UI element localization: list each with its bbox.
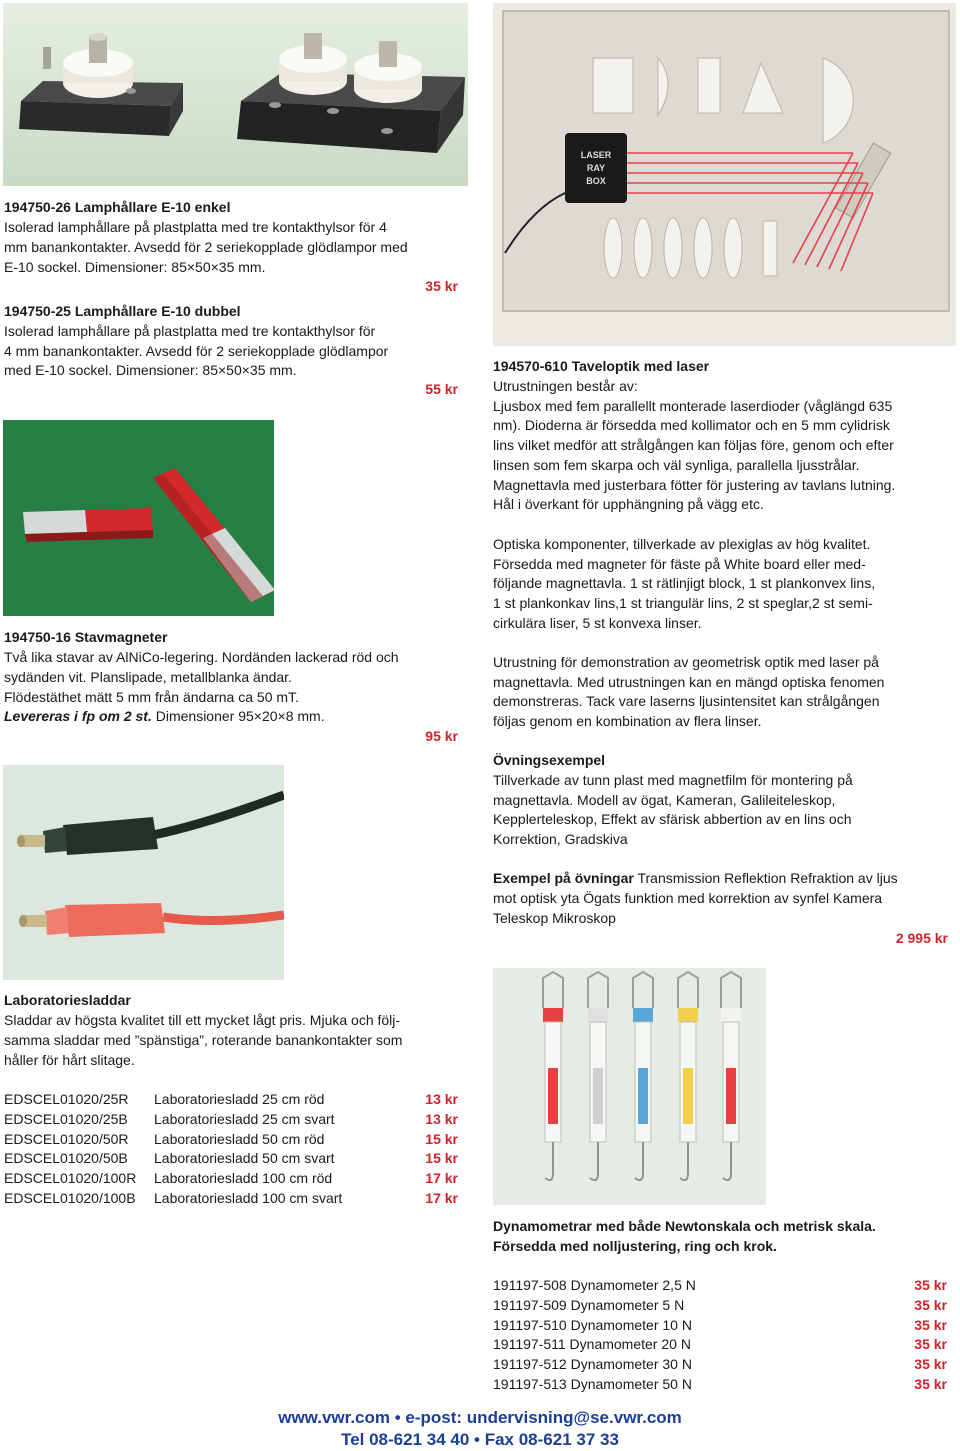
cable-name: Laboratoriesladd 100 cm svart [154,1190,343,1206]
exercise-examples-line: mot optisk yta Ögats funktion med korrektion av synfel Kamera [493,890,883,906]
dynamometer-name: 191197-508 Dynamometer 2,5 N [493,1277,696,1293]
lamp-dubbel-title: 194750-25 Lamphållare E-10 dubbel [4,303,241,319]
lamp-enkel-title: 194750-26 Lamphållare E-10 enkel [4,199,231,215]
laser-box-label: LASER [580,150,612,160]
cables-line: håller för hårt slitage. [4,1052,135,1068]
optics-title: 194570-610 Taveloptik med laser [493,358,710,374]
cable-price: 15 kr [425,1150,458,1166]
dynamometers-heading: Dynamometrar med både Newtonskala och metrisk skala. [493,1218,876,1234]
exercise-examples-label: Exempel på övningar [493,870,634,886]
optics-demo-line: demonstreras. Tack vare laserns ljusintensitet kan strålgången [493,693,880,709]
cable-code: EDSCEL01020/25B [4,1111,128,1127]
optics-components-line: 1 st plankonkav lins,1 st triangulär lins, 2 st speglar,2 st semi- [493,595,873,611]
dynamometer-price: 35 kr [914,1317,947,1333]
cable-name: Laboratoriesladd 25 cm svart [154,1111,335,1127]
cables-line: samma sladdar med ”spänstiga”, roterande banankontakter som [4,1032,403,1048]
exercise-examples-line [493,869,898,889]
dynamometer-row [493,1316,949,1336]
cable-name: Laboratoriesladd 100 cm röd [154,1170,333,1186]
lamp-dubbel-price: 55 kr [425,381,458,397]
cables-line: Sladdar av högsta kvalitet till ett mycket lågt pris. Mjuka och följ- [4,1012,401,1028]
dynamometer-row [493,1276,949,1296]
cable-row [4,1189,460,1209]
optics-line: Hål i överkant för upphängning på vägg etc. [493,496,764,512]
cable-name: Laboratoriesladd 50 cm röd [154,1131,325,1147]
cable-code: EDSCEL01020/25R [4,1091,129,1107]
lamp-dubbel-line: Isolerad lamphållare på plastplatta med tre kontakthylsor för [4,323,376,339]
dynamometer-name: 191197-513 Dynamometer 50 N [493,1376,692,1392]
lamp-holders-photo [3,3,468,186]
footer-phone-fax: Tel 08-621 34 40 • Fax 08-621 37 33 [341,1430,619,1449]
cable-price: 13 kr [425,1091,458,1107]
svg-text:RAY: RAY [586,163,606,173]
dynamometer-price: 35 kr [914,1297,947,1313]
cable-code: EDSCEL01020/100B [4,1190,136,1206]
dynamometer-row [493,1335,949,1355]
dynamometers-price-list [493,1276,949,1396]
exercises-line: magnettavla. Modell av ögat, Kameran, Galileiteleskop, [493,792,836,808]
cables-title: Laboratoriesladdar [4,992,131,1008]
lamp-enkel-line: E-10 sockel. Dimensioner: 85×50×35 mm. [4,259,266,275]
exercises-title: Övningsexempel [493,752,606,768]
dynamometer-row [493,1355,949,1375]
magnets-last-line [4,707,325,727]
dynamometer-price: 35 kr [914,1336,947,1352]
cables-price-list [4,1090,460,1210]
lamp-enkel-line: Isolerad lamphållare på plastplatta med tre kontakthylsor för 4 [4,219,387,235]
exercises-line: Korrektion, Gradskiva [493,831,628,847]
optics-demo-line: Utrustning för demonstration av geometrisk optik med laser på [493,654,879,670]
optics-line: linsen som fem skarpa och väl synliga, parallella ljusstrålar. [493,457,860,473]
svg-text:BOX: BOX [586,176,606,186]
cable-code: EDSCEL01020/50B [4,1150,128,1166]
dynamometers-photo [493,968,766,1205]
optics-components-line: följande magnettavla. 1 st rätlinjigt block, 1 st plankonvex lins, [493,575,876,591]
cable-name: Laboratoriesladd 50 cm svart [154,1150,335,1166]
magnets-price: 95 kr [425,728,458,744]
dynamometer-price: 35 kr [914,1277,947,1293]
optics-price: 2 995 kr [895,930,948,946]
lamp-enkel-price: 35 kr [425,278,458,294]
cable-price: 17 kr [425,1190,458,1206]
laser-optics-board-photo [493,3,956,346]
optics-demo-line: magnettavla. Med utrustningen kan en mängd optiska fenomen [493,674,885,690]
optics-demo-line: följas genom en kombination av flera linser. [493,713,762,729]
cable-price: 17 kr [425,1170,458,1186]
exercises-line: Kepplerteleskop, Effekt av sfärisk abbertion av en lins och [493,811,852,827]
optics-components-line: cirkulära liser, 5 st konvexa linser. [493,615,702,631]
dynamometer-name: 191197-510 Dynamometer 10 N [493,1317,692,1333]
cable-code: EDSCEL01020/100R [4,1170,137,1186]
cable-row [4,1090,460,1110]
dynamometers-heading: Försedda med nolljustering, ring och krok. [493,1238,777,1254]
dynamometer-price: 35 kr [914,1376,947,1392]
cable-row [4,1130,460,1150]
dynamometer-row [493,1296,949,1316]
cable-price: 13 kr [425,1111,458,1127]
magnets-dimensions: Dimensioner 95×20×8 mm. [151,708,325,724]
dynamometer-price: 35 kr [914,1356,947,1372]
lamp-enkel-line: mm banankontakter. Avsedd för 2 seriekopplade glödlampor med [4,239,408,255]
exercises-line: Tillverkade av tunn plast med magnetfilm för montering på [493,772,853,788]
exercise-examples-line: Teleskop Mikroskop [493,910,616,926]
optics-components-line: Försedda med magneter för fäste på White board eller med- [493,556,866,572]
optics-line: lins vilket medför att strålgången kan följas före, genom och efter [493,437,894,453]
magnets-title: 194750-16 Stavmagneter [4,629,168,645]
lab-cables-photo [3,765,284,980]
dynamometer-name: 191197-511 Dynamometer 20 N [493,1336,691,1352]
optics-line: Utrustningen består av: [493,378,638,394]
optics-line: Magnettavla med justerbara fötter för justering av tavlans lutning. [493,477,896,493]
cable-row [4,1110,460,1130]
optics-line: Ljusbox med fem parallellt monterade laserdioder (våglängd 635 [493,398,893,414]
cable-row [4,1169,460,1189]
cable-price: 15 kr [425,1131,458,1147]
cable-row [4,1149,460,1169]
lamp-dubbel-line: 4 mm banankontakter. Avsedd för 2 seriekopplade glödlampor [4,343,389,359]
exercise-examples-text: Transmission Reflektion Refraktion av ljus [633,870,898,886]
dynamometer-row [493,1375,949,1395]
magnets-line: sydänden vit. Planslipade, metallblanka ändar. [4,669,292,685]
cable-name: Laboratoriesladd 25 cm röd [154,1091,325,1107]
magnets-line: Två lika stavar av AlNiCo-legering. Nordänden lackerad röd och [4,649,399,665]
magnets-line: Flödestäthet mätt 5 mm från ändarna ca 50 mT. [4,689,299,705]
dynamometer-name: 191197-512 Dynamometer 30 N [493,1356,692,1372]
dynamometer-name: 191197-509 Dynamometer 5 N [493,1297,685,1313]
magnets-delivery-note: Levereras i fp om 2 st. [4,708,152,724]
optics-components-line: Optiska komponenter, tillverkade av plexiglas av hög kvalitet. [493,536,871,552]
lamp-dubbel-line: med E-10 sockel. Dimensioner: 85×50×35 mm. [4,362,297,378]
cable-code: EDSCEL01020/50R [4,1131,129,1147]
bar-magnets-photo [3,420,274,616]
footer-web-email[interactable]: www.vwr.com • e-post: undervisning@se.vwr.com [278,1408,682,1427]
optics-line: nm). Dioderna är försedda med kollimator och en 5 mm cylidrisk [493,417,890,433]
